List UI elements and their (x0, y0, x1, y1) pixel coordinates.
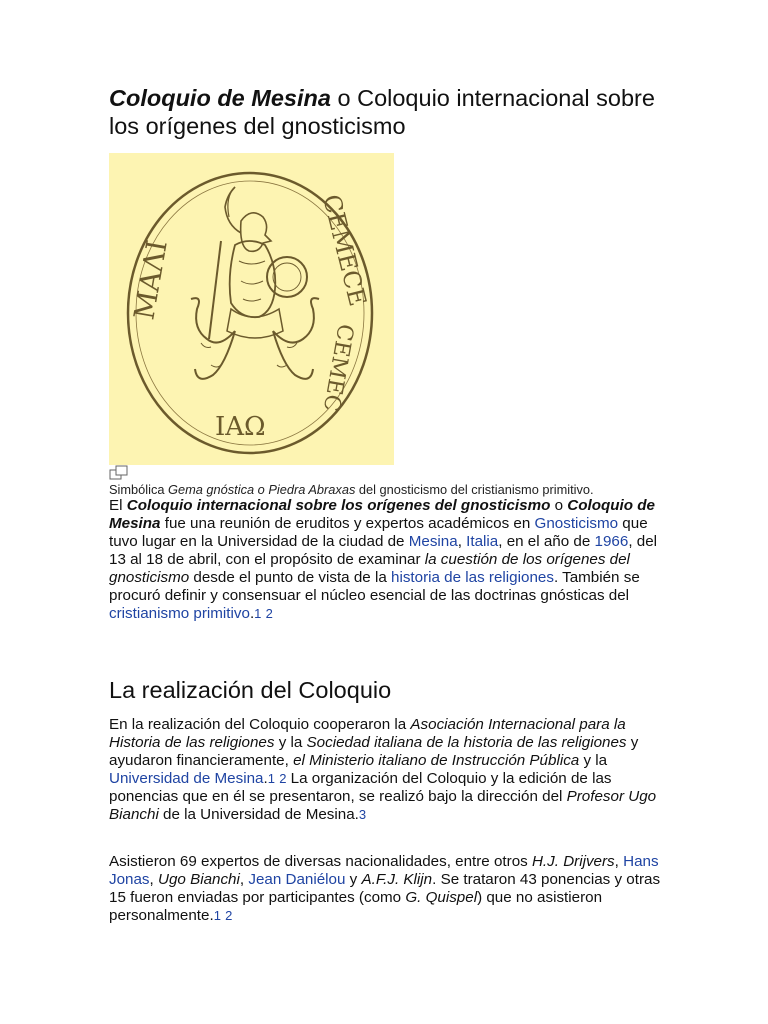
reference-2[interactable]: 2 (225, 908, 233, 923)
abraxas-gem-illustration (109, 153, 394, 465)
link-historia-religiones[interactable]: historia de las religiones (391, 569, 554, 586)
text: . (249, 605, 255, 622)
reference-1[interactable]: 1 (254, 606, 262, 621)
title-rest: o Coloquio internacional sobre los orígenes del gnosticismo (109, 85, 655, 139)
text: . (263, 770, 268, 787)
italic-text: Ugo Bianchi (157, 871, 240, 888)
text: ) que no asistieron personalmente. (109, 889, 603, 924)
text: y (345, 871, 362, 888)
italic-text: Asociación Internacional para la Historia de las religiones (109, 716, 626, 751)
italic-text: la cuestión de los orígenes del gnosticismo (109, 551, 630, 586)
reference-1[interactable]: 1 (267, 771, 275, 786)
text: , (457, 533, 467, 550)
text: o (550, 497, 568, 514)
text: . Se trataron 43 ponencias y otras 15 fueron enviadas por participantes (como (109, 871, 661, 906)
gem-image[interactable] (109, 153, 394, 465)
italic-text: el Ministerio italiano de Instrucción Pública (293, 752, 580, 769)
italic-text: H.J. Drijvers (531, 853, 615, 870)
italic-text: Sociedad italiana de la historia de las religiones (306, 734, 627, 751)
inscription-left: ΜΑΛΙ (127, 237, 174, 323)
text: y ayudaron financieramente, (109, 734, 639, 769)
reference-2[interactable]: 2 (265, 606, 273, 621)
caption-prefix: Simbólica (109, 482, 169, 497)
enlarge-icon[interactable] (109, 465, 129, 481)
reference-3[interactable]: 3 (358, 807, 367, 822)
text: desde el punto de vista de la (189, 569, 391, 586)
inscription-right-lower: CEMEC (317, 321, 358, 414)
emphasis: Coloquio internacional sobre los orígenes del gnosticismo (126, 497, 551, 514)
emphasis: Coloquio de Mesina (109, 497, 656, 532)
reference-1[interactable]: 1 (213, 908, 221, 923)
text: y la (579, 752, 608, 769)
text: y la (274, 734, 307, 751)
link-1966[interactable]: 1966 (594, 533, 629, 550)
italic-text: Profesor Ugo Bianchi (109, 788, 657, 823)
italic-text: G. Quispel (405, 889, 478, 906)
realization-paragraph (109, 716, 669, 824)
reference-2[interactable]: 2 (279, 771, 287, 786)
page-title (109, 84, 669, 140)
inscription-bottom: ΙΑΩ (215, 412, 266, 442)
link-mesina[interactable]: Mesina (408, 533, 458, 550)
link-universidad-mesina[interactable]: Universidad de Mesina (109, 770, 264, 787)
caption-suffix: del gnosticismo del cristianismo primitivo. (355, 482, 594, 497)
italic-text: A.F.J. Klijn (361, 871, 433, 888)
text: . También se procuró definir y consensuar el núcleo esencial de las doctrinas gnósticas del (109, 569, 640, 604)
text: , (239, 871, 249, 888)
inscription-right: CEMECE (317, 191, 372, 309)
link-gnosticismo[interactable]: Gnosticismo (534, 515, 619, 532)
text: Asistieron 69 expertos de diversas nacionalidades, entre otros (109, 853, 532, 870)
text: , en el año de (498, 533, 595, 550)
text: que tuvo lugar en la Universidad de la ciudad de (109, 515, 648, 550)
section-heading: La realización del Coloquio (109, 677, 392, 703)
caption-italic: Gema gnóstica o Piedra Abraxas (168, 482, 356, 497)
text: En la realización del Coloquio cooperaron la (109, 716, 411, 733)
text: fue una reunión de eruditos y expertos académicos en (160, 515, 535, 532)
text: de la Universidad de Mesina. (158, 806, 359, 823)
intro-paragraph (109, 497, 669, 623)
link-cristianismo-primitivo[interactable]: cristianismo primitivo (109, 605, 250, 622)
text: , (614, 853, 624, 870)
link-jean-danielou[interactable]: Jean Daniélou (248, 871, 346, 888)
image-caption (109, 482, 669, 497)
title-strong: Coloquio de Mesina (109, 85, 331, 111)
link-italia[interactable]: Italia (466, 533, 499, 550)
text: , (149, 871, 158, 888)
text: , del 13 al 18 de abril, con el propósito de examinar (109, 533, 658, 568)
attendees-paragraph (109, 853, 669, 925)
text: El (109, 497, 127, 514)
text: La organización del Coloquio y la edición de las ponencias que en él se presentaron, se realizó bajo la dirección del (109, 770, 612, 805)
link-hans-jonas[interactable]: Hans Jonas (109, 853, 659, 888)
